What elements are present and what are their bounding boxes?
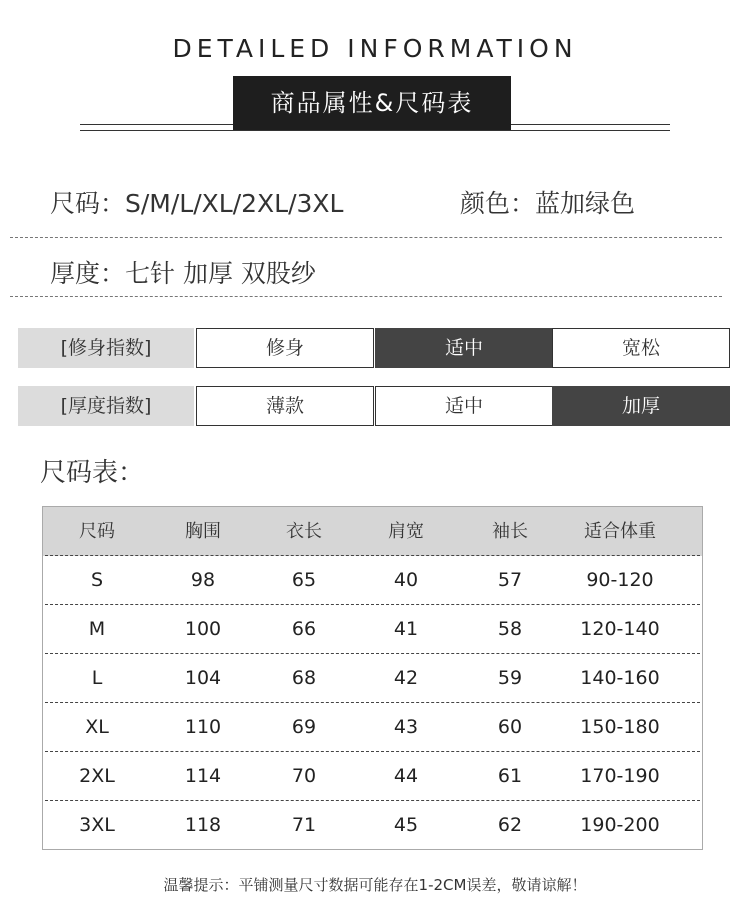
- header-title-en: DETAILED INFORMATION: [172, 34, 578, 63]
- table-header: [43, 507, 702, 556]
- table-cell: 70: [291, 765, 317, 787]
- table-cell: M: [88, 618, 106, 640]
- table-cell: 118: [184, 814, 222, 836]
- table-cell: 60: [497, 716, 523, 738]
- header-title-cn: 商品属性&尺码表: [233, 76, 511, 130]
- size-value: S/M/L/XL/2XL/3XL: [125, 189, 344, 218]
- table-row: [43, 703, 702, 752]
- divider: [10, 296, 722, 297]
- color-label: 颜色：: [460, 189, 536, 218]
- table-row: [43, 556, 702, 605]
- table-cell: 57: [497, 569, 523, 591]
- table-cell: 45: [393, 814, 419, 836]
- fit-index-option: 宽松: [552, 328, 730, 368]
- color-value: 蓝加绿色: [535, 189, 636, 218]
- column-header: 尺码: [79, 521, 115, 542]
- thickness-attribute: [50, 254, 316, 290]
- table-cell: 100: [184, 618, 222, 640]
- table-row: [43, 752, 702, 801]
- table-cell: 43: [393, 716, 419, 738]
- fit-index-option: 适中: [375, 328, 553, 368]
- table-cell: 114: [184, 765, 222, 787]
- table-cell: L: [91, 667, 103, 689]
- table-row: [43, 654, 702, 703]
- thickness-value: 七针 加厚 双股纱: [125, 259, 316, 288]
- thickness-label: 厚度：: [50, 259, 126, 288]
- table-row: [43, 801, 702, 850]
- thickness-index-option: 适中: [375, 386, 553, 426]
- thickness-index-option: 加厚: [552, 386, 730, 426]
- footer-note: 温馨提示：平铺测量尺寸数据可能存在1-2CM误差，敬请谅解！: [163, 876, 587, 894]
- table-cell: 104: [184, 667, 222, 689]
- divider: [10, 237, 722, 238]
- table-cell: 68: [291, 667, 317, 689]
- table-cell: 120-140: [580, 618, 660, 640]
- color-attribute: [460, 184, 635, 220]
- table-cell: 98: [190, 569, 216, 591]
- column-header: 胸围: [185, 521, 221, 542]
- size-label: 尺码：: [50, 189, 126, 218]
- table-cell: 110: [184, 716, 222, 738]
- table-cell: 150-180: [580, 716, 660, 738]
- column-header: 肩宽: [388, 521, 424, 542]
- table-cell: 140-160: [580, 667, 660, 689]
- size-table-title: 尺码表：: [40, 458, 145, 488]
- table-cell: 3XL: [79, 814, 115, 836]
- table-cell: 170-190: [580, 765, 660, 787]
- size-attribute: [50, 184, 343, 220]
- column-header: 衣长: [286, 521, 322, 542]
- table-cell: 90-120: [586, 569, 654, 591]
- table-cell: 61: [497, 765, 523, 787]
- table-cell: 190-200: [580, 814, 660, 836]
- fit-index-option: 修身: [196, 328, 374, 368]
- column-header: 袖长: [492, 521, 528, 542]
- table-cell: S: [90, 569, 104, 591]
- size-table: [42, 506, 703, 850]
- header-rule-bottom: [80, 130, 670, 131]
- table-cell: 2XL: [79, 765, 115, 787]
- table-cell: 59: [497, 667, 523, 689]
- table-cell: 65: [291, 569, 317, 591]
- fit-index-label: [修身指数]: [18, 328, 194, 368]
- table-cell: 69: [291, 716, 317, 738]
- thickness-index-label: [厚度指数]: [18, 386, 194, 426]
- column-header: 适合体重: [584, 521, 656, 542]
- table-cell: 66: [291, 618, 317, 640]
- table-cell: 62: [497, 814, 523, 836]
- table-cell: 42: [393, 667, 419, 689]
- table-row: [43, 605, 702, 654]
- table-cell: 40: [393, 569, 419, 591]
- table-cell: 71: [291, 814, 317, 836]
- table-cell: XL: [85, 716, 109, 738]
- table-cell: 58: [497, 618, 523, 640]
- thickness-index-option: 薄款: [196, 386, 374, 426]
- table-cell: 41: [393, 618, 419, 640]
- table-cell: 44: [393, 765, 419, 787]
